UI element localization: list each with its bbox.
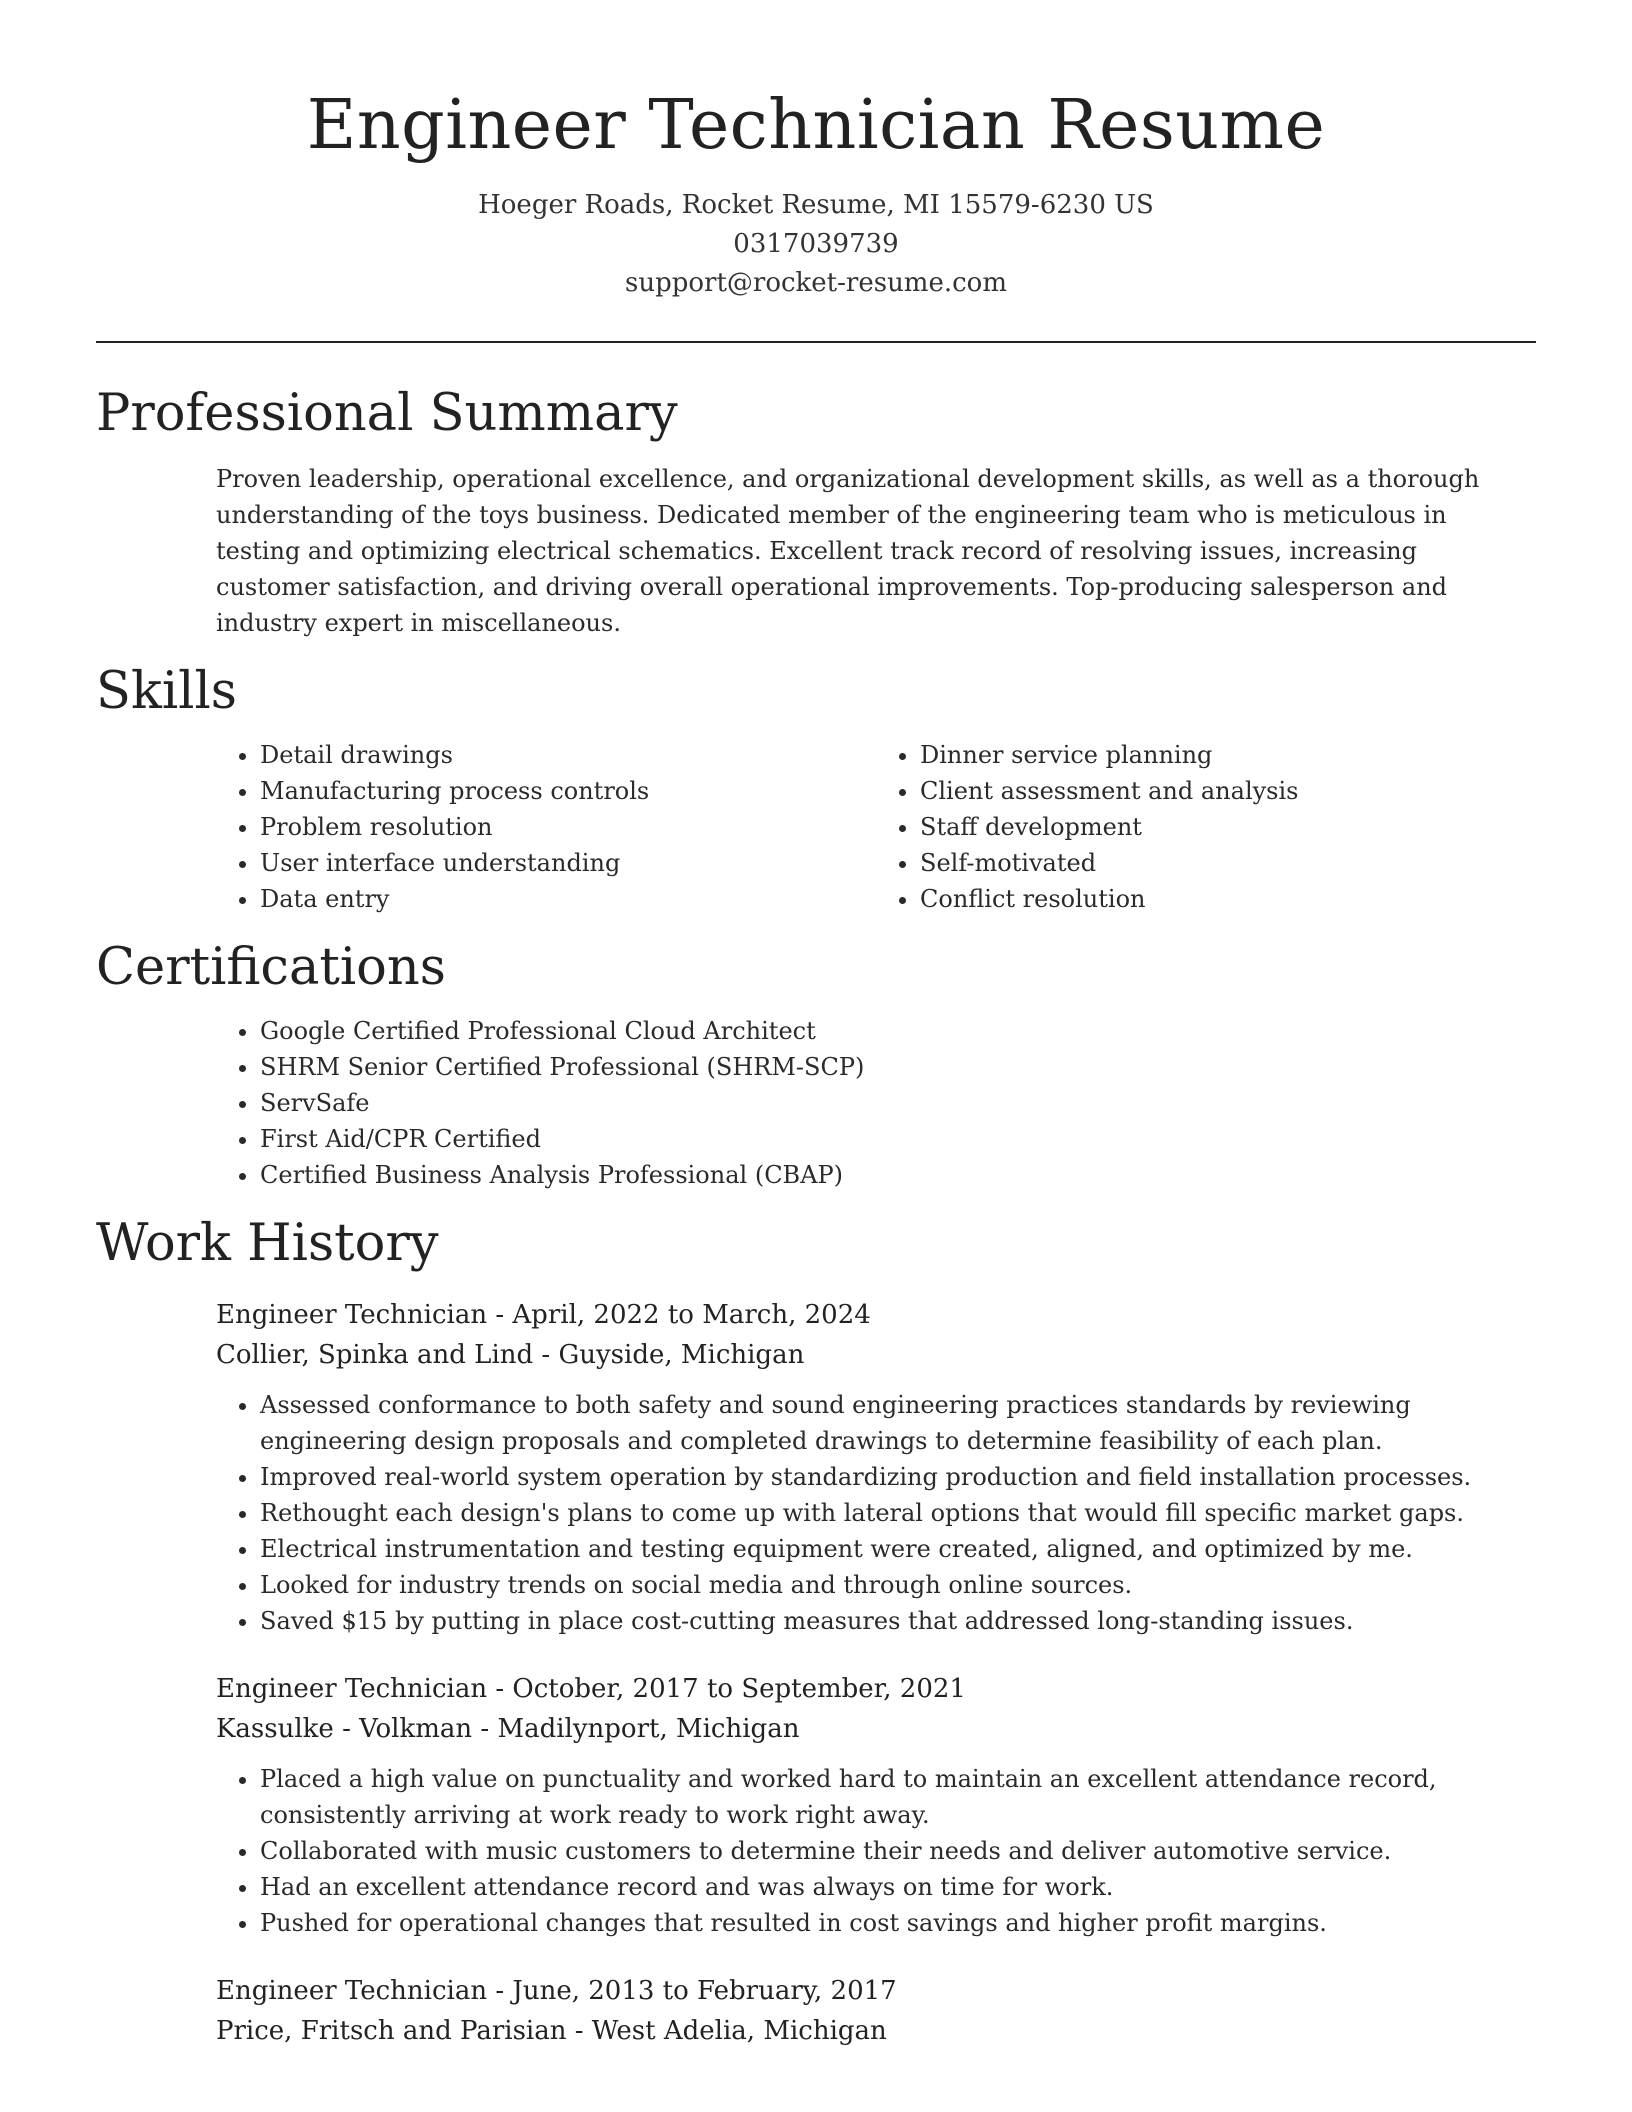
skill-item: • Dinner service planning bbox=[920, 737, 1536, 773]
phone: 0317039739 bbox=[733, 229, 899, 259]
job-title-line: Engineer Technician - June, 2013 to February, 2017 bbox=[216, 1976, 897, 2006]
summary-heading: Professional Summary bbox=[96, 384, 678, 443]
certifications-list bbox=[216, 1013, 1536, 1193]
skill-item: • Data entry bbox=[260, 881, 876, 917]
skills-right-column bbox=[876, 737, 1536, 917]
resume-page bbox=[96, 0, 1536, 2051]
header-divider bbox=[96, 341, 1536, 343]
job-bullets bbox=[216, 1761, 1536, 1941]
job-bullet: • Saved $15 by putting in place cost-cutting measures that addressed long-standing issues. bbox=[260, 1603, 1536, 1639]
job-company-line: Collier, Spinka and Lind - Guyside, Michigan bbox=[216, 1340, 805, 1370]
skills-grid bbox=[216, 737, 1536, 917]
skills-left-column bbox=[216, 737, 876, 917]
skill-item: • Problem resolution bbox=[260, 809, 876, 845]
job-entry bbox=[216, 1669, 1536, 1941]
job-bullet: • Pushed for operational changes that resulted in cost savings and higher profit margins. bbox=[260, 1905, 1536, 1941]
skill-item: • Staff development bbox=[920, 809, 1536, 845]
address: Hoeger Roads, Rocket Resume, MI 15579-6230 US bbox=[478, 190, 1154, 220]
job-bullet: • Rethought each design's plans to come up with lateral options that would fill specific market gaps. bbox=[260, 1495, 1536, 1531]
job-bullet: • Placed a high value on punctuality and worked hard to maintain an excellent attendance record, consistently arriving at work ready to work right away. bbox=[260, 1761, 1536, 1833]
contact-block bbox=[96, 186, 1536, 303]
certifications-section bbox=[96, 935, 1536, 1193]
summary-text: Proven leadership, operational excellence, and organizational development skills, as well as a thorough understanding of the toys business. Dedicated member of the engineering team who is meticulous in testing and optimizing electrical schematics. Excellent track record of resolving issues, increasing customer satisfaction, and driving overall operational improvements. Top-producing salesperson and industry expert in miscellaneous. bbox=[216, 465, 1480, 637]
job-bullet: • Assessed conformance to both safety and sound engineering practices standards by reviewing engineering design proposals and completed drawings to determine feasibility of each plan. bbox=[260, 1387, 1536, 1459]
job-company-line: Price, Fritsch and Parisian - West Adelia, Michigan bbox=[216, 2016, 887, 2046]
summary-section bbox=[96, 381, 1536, 641]
resume-header bbox=[96, 0, 1536, 303]
skills-section bbox=[96, 659, 1536, 917]
job-bullets bbox=[216, 1387, 1536, 1639]
job-entry bbox=[216, 1295, 1536, 1639]
job-title-line: Engineer Technician - October, 2017 to September, 2021 bbox=[216, 1674, 966, 1704]
certification-item: • SHRM Senior Certified Professional (SHRM-SCP) bbox=[260, 1049, 1536, 1085]
job-bullet: • Had an excellent attendance record and was always on time for work. bbox=[260, 1869, 1536, 1905]
certification-item: • Google Certified Professional Cloud Architect bbox=[260, 1013, 1536, 1049]
certifications-heading: Certifications bbox=[96, 938, 446, 997]
job-title-line: Engineer Technician - April, 2022 to March, 2024 bbox=[216, 1300, 871, 1330]
skills-heading: Skills bbox=[96, 662, 237, 721]
skill-item: • Manufacturing process controls bbox=[260, 773, 876, 809]
email: support@rocket-resume.com bbox=[624, 268, 1007, 298]
job-bullet: • Looked for industry trends on social media and through online sources. bbox=[260, 1567, 1536, 1603]
certification-item: • ServSafe bbox=[260, 1085, 1536, 1121]
job-bullet: • Collaborated with music customers to determine their needs and deliver automotive service. bbox=[260, 1833, 1536, 1869]
skill-item: • Detail drawings bbox=[260, 737, 876, 773]
skill-item: • Self-motivated bbox=[920, 845, 1536, 881]
certification-item: • First Aid/CPR Certified bbox=[260, 1121, 1536, 1157]
job-company-line: Kassulke - Volkman - Madilynport, Michigan bbox=[216, 1714, 800, 1744]
work-history-heading: Work History bbox=[96, 1214, 439, 1273]
skill-item: • Conflict resolution bbox=[920, 881, 1536, 917]
certification-item: • Certified Business Analysis Professional (CBAP) bbox=[260, 1157, 1536, 1193]
job-bullet: • Electrical instrumentation and testing equipment were created, aligned, and optimized by me. bbox=[260, 1531, 1536, 1567]
job-bullet: • Improved real-world system operation by standardizing production and field installation processes. bbox=[260, 1459, 1536, 1495]
resume-title: Engineer Technician Resume bbox=[306, 86, 1326, 165]
skill-item: • Client assessment and analysis bbox=[920, 773, 1536, 809]
skill-item: • User interface understanding bbox=[260, 845, 876, 881]
job-entry bbox=[216, 1971, 1536, 2051]
work-history-section bbox=[96, 1211, 1536, 2051]
